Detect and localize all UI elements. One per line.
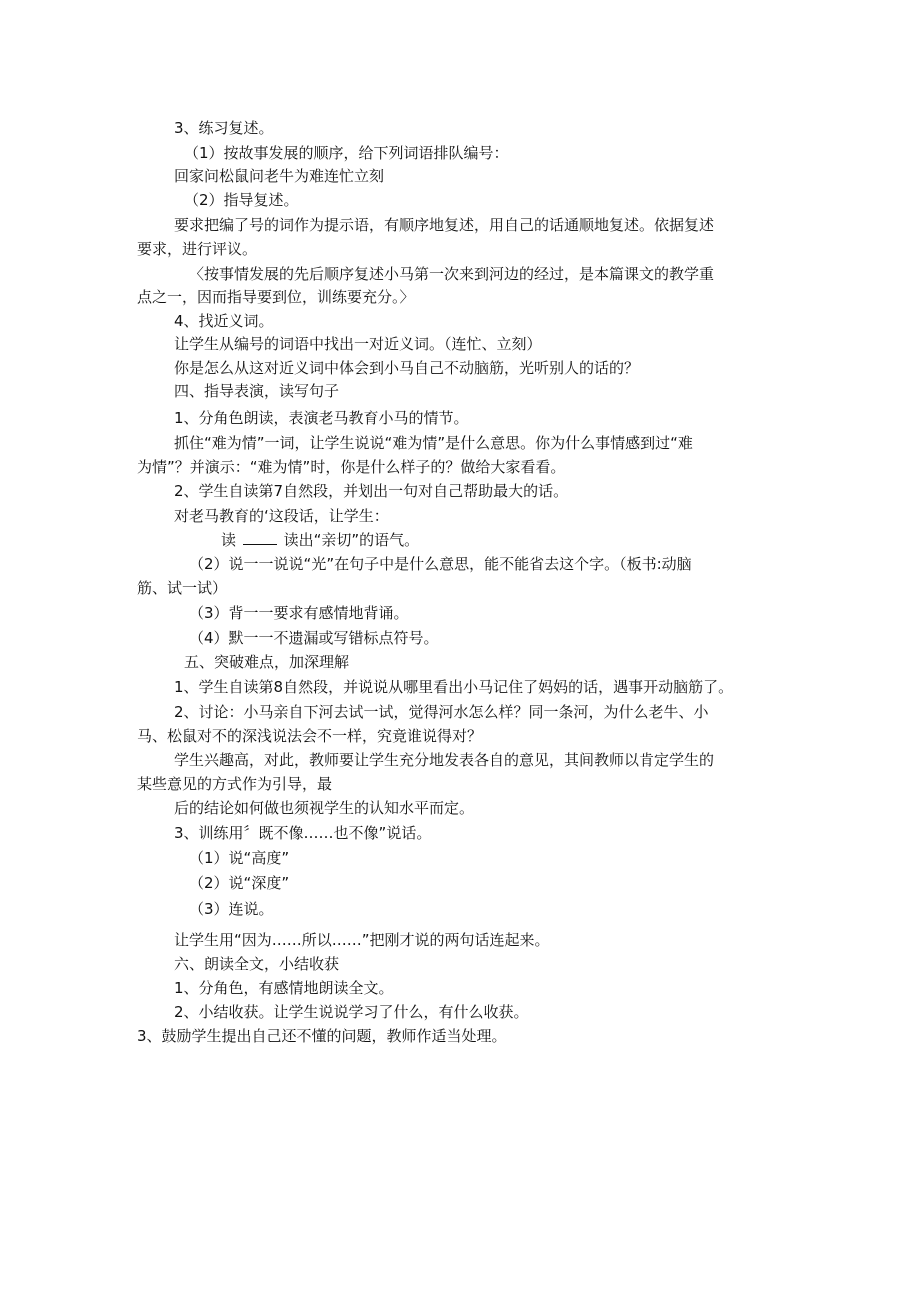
text-fragment: 读: [221, 531, 237, 549]
text-line: 2、小结收获。让学生说说学习了什么，有什么收获。: [174, 1003, 529, 1021]
text-line: 1、分角色，有感情地朗读全文。: [174, 979, 394, 997]
text-line: 要求把编了号的词作为提示语，有顺序地复述，用自己的话通顺地复述。依据复述: [174, 216, 715, 234]
text-line: [221, 530, 419, 550]
text-fragment: 读出“亲切”的语气。: [283, 531, 420, 549]
text-line: 对老马教育的‘这段话，让学生：: [174, 507, 389, 525]
text-line: 为情”？并演示：“难为情”时，你是什么样子的？做给大家看看。: [137, 458, 566, 476]
text-line: 筋、试一试）: [137, 579, 228, 597]
section-heading: 六、朗读全文，小结收获: [174, 955, 340, 973]
text-line: 后的结论如何做也须视学生的认知水平而定。: [174, 799, 475, 817]
section-heading: 四、指导表演，读写句子: [174, 382, 340, 400]
text-line: 〈按事情发展的先后顺序复述小马第一次来到河边的经过，是本篇课文的教学重: [189, 265, 715, 283]
text-line: （1）说“高度”: [189, 849, 290, 867]
text-line: （2）说一一说说“光”在句子中是什么意思，能不能省去这个字。（板书:动脑: [189, 555, 692, 573]
fill-blank: [243, 530, 277, 545]
text-line: （4）默一一不遗漏或写错标点符号。: [189, 629, 439, 647]
text-line: 回家问松鼠问老牛为难连忙立刻: [174, 167, 385, 185]
text-line: 2、学生自读第7自然段，并划出一句对自己帮助最大的话。: [174, 482, 569, 500]
text-line: 某些意见的方式作为引导，最: [137, 775, 333, 793]
text-line: （3）连说。: [189, 900, 274, 918]
section-heading: 五、突破难点，加深理解: [184, 653, 350, 671]
text-line: 学生兴趣高，对此，教师要让学生充分地发表各自的意见，其间教师以肯定学生的: [174, 751, 715, 769]
text-line: 要求，进行评议。: [137, 240, 258, 258]
text-line: 4、找近义词。: [174, 312, 274, 330]
text-line: 让学生从编号的词语中找出一对近义词。（连忙、立刻）: [174, 335, 542, 353]
text-line: 让学生用“因为……所以……”把刚才说的两句话连起来。: [174, 931, 550, 949]
text-line: 你是怎么从这对近义词中体会到小马自己不动脑筋，光听别人的话的？: [174, 359, 640, 377]
text-line: 1、分角色朗读，表演老马教育小马的情节。: [174, 409, 469, 427]
text-line: 点之一，因而指导要到位，训练要充分。〉: [137, 288, 415, 306]
text-line: （1）按故事发展的顺序，给下列词语排队编号：: [184, 144, 509, 162]
text-line: 3、训练用〞既不像……也不像”说话。: [174, 824, 432, 842]
text-line: （2）指导复述。: [184, 191, 299, 209]
text-line: 3、鼓励学生提出自己还不懂的问题，教师作适当处理。: [137, 1027, 507, 1045]
text-line: （2）说“深度”: [189, 874, 290, 892]
text-line: 1、学生自读第8自然段，并说说从哪里看出小马记住了妈妈的话，遇事开动脑筋了。: [174, 678, 734, 696]
text-line: 抓住“难为情”一词，让学生说说“难为情”是什么意思。你为什么事情感到过“难: [174, 434, 693, 452]
text-line: 马、松鼠对不的深浅说法会不一样，究竟谁说得对？: [137, 727, 483, 745]
text-line: 2、讨论：小马亲自下河去试一试，觉得河水怎么样？同一条河，为什么老牛、小: [174, 703, 709, 721]
text-line: （3）背一一要求有感情地背诵。: [189, 604, 409, 622]
text-line: 3、练习复述。: [174, 119, 274, 137]
